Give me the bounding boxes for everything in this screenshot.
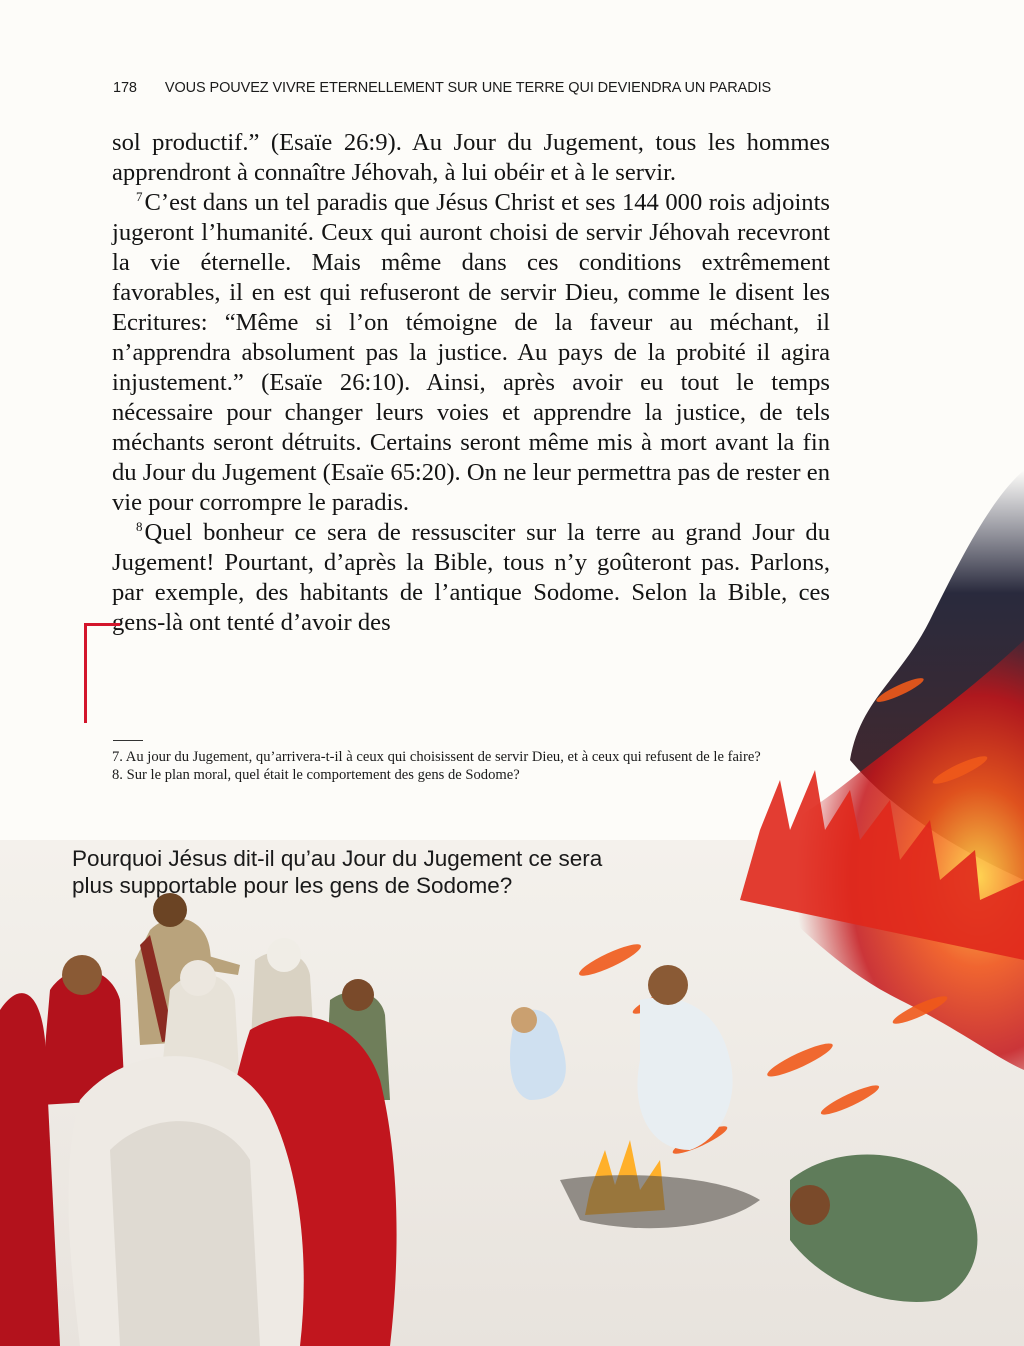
body-text <box>112 128 830 638</box>
paragraph-text: C’est dans un tel paradis que Jésus Christ et ses 144 000 rois adjoints jugeront l’humanité. Ceux qui auront choisi de servir Jéhovah recevront la vie éternelle. Mais même dans ces conditions extrêmement favorables, il en est qui refuseront de servir Dieu, comme le disent les Ecritures: “Même si l’on témoigne de la faveur au méchant, il n’apprendra absolument pas la justice. Au pays de la probité il agira injustement.” (Esaïe 26:10). Ainsi, après avoir eu tout le temps nécessaire pour changer leurs voies et apprendre la justice, de tels méchants seront détruits. Certains seront même mis à mort avant la fin du Jour du Jugement (Esaïe 65:20). On ne leur permettra pas de rester en vie pour corrompre le paradis. <box>112 189 830 516</box>
study-question: 7. Au jour du Jugement, qu’arrivera-t-il à ceux qui choisissent de servir Dieu, et à ceux qui refusent de le faire? <box>112 749 761 765</box>
running-header <box>113 80 833 96</box>
paragraph-continued <box>112 128 830 188</box>
listener-head <box>342 979 374 1011</box>
study-questions <box>112 748 832 784</box>
page-number: 178 <box>113 80 137 96</box>
fleeing-man-head <box>648 965 688 1005</box>
fallen-man-head <box>790 1185 830 1225</box>
paragraph-number: 7 <box>136 188 143 204</box>
listener-white-hood-fold <box>110 1121 260 1346</box>
study-question: 8. Sur le plan moral, quel était le comportement des gens de Sodome? <box>112 767 520 783</box>
listener-head <box>180 960 216 996</box>
paragraph-number: 8 <box>136 518 143 534</box>
fleeing-woman-head <box>511 1007 537 1033</box>
paragraph-8 <box>112 518 830 638</box>
illustration-caption: Pourquoi Jésus dit-il qu’au Jour du Jugement ce sera plus supportable pour les gens de Sodome? <box>72 846 603 898</box>
paragraph-marker <box>84 623 120 723</box>
paragraph-text: sol productif.” (Esaïe 26:9). Au Jour du Jugement, tous les hommes apprendront à connaître Jéhovah, à lui obéir et à le servir. <box>112 129 830 186</box>
footnote-rule <box>113 740 143 741</box>
paragraph-7 <box>112 188 830 518</box>
paragraph-text: Quel bonheur ce sera de ressusciter sur la terre au grand Jour du Jugement! Pourtant, d’après la Bible, tous n’y goûteront pas. Parlons, par exemple, des habitants de l’antique Sodome. Selon la Bible, ces gens-là ont tenté d’avoir des <box>112 519 830 636</box>
listener-head <box>62 955 102 995</box>
running-title: VOUS POUVEZ VIVRE ETERNELLEMENT SUR UNE TERRE QUI DEVIENDRA UN PARADIS <box>164 80 772 96</box>
listener-head <box>267 938 301 972</box>
